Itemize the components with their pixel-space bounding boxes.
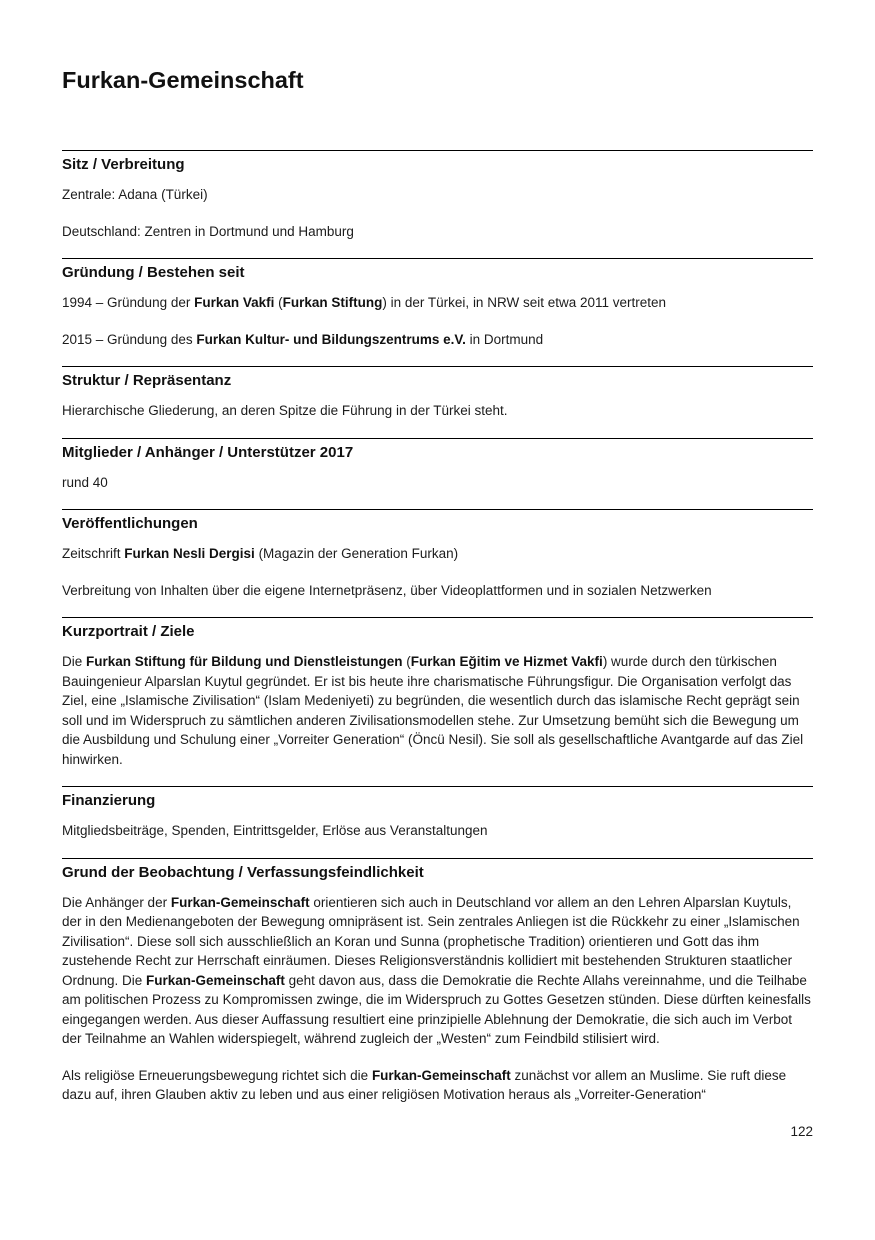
section-heading: Sitz / Verbreitung	[62, 156, 185, 174]
section-heading: Veröffentlichungen	[62, 515, 198, 533]
paragraph: Mitgliedsbeiträge, Spenden, Eintrittsgelder, Erlöse aus Veranstaltungen	[62, 823, 488, 839]
paragraph: rund 40	[62, 474, 108, 490]
section-grund-der-beobachtung	[62, 858, 813, 1105]
section-finanzierung	[62, 786, 813, 841]
paragraph: Die Anhänger der Furkan-Gemeinschaft orientieren sich auch in Deutschland vor allem an den Lehren Alparslan Kuytuls, der in den Medienangeboten der Bewegung omnipräsent ist. Sein zentrales Anliegen ist die Rückkehr zu einer „Islamischen Zivilisation“. Diese soll sich ausschließlich an Koran und Sunna (prophetische Tradition) orientieren und Gott das ihm zustehende Recht zur Herrschaft einräumen. Dieses Religionsverständnis kollidiert mit bestehenden Strukturen staatlicher Ordnung. Die Furkan-Gemeinschaft geht davon aus, dass die Demokratie die Rechte Allahs vereinnahme, und die Teilhabe am politischen Prozess zu Kompromissen zwinge, die im Widerspruch zu Gottes Gesetzen stünden. Diese dürften keinesfalls eingegangen werden. Aus dieser Auffassung resultiert eine prinzipielle Ablehnung der Demokratie, die sich auch im Verbot der Teilnahme an Wahlen widerspiegelt, während zugleich der „Westen“ zum Feindbild stilisiert wird.	[62, 894, 811, 1047]
paragraph: Zeitschrift Furkan Nesli Dergisi (Magazin der Generation Furkan)	[62, 546, 459, 562]
section-heading: Grund der Beobachtung / Verfassungsfeindlichkeit	[62, 863, 424, 881]
section-heading: Struktur / Repräsentanz	[62, 372, 232, 390]
section-heading: Finanzierung	[62, 792, 156, 810]
paragraph: 1994 – Gründung der Furkan Vakfi (Furkan Stiftung) in der Türkei, in NRW seit etwa 2011 vertreten	[62, 295, 667, 311]
paragraph: Die Furkan Stiftung für Bildung und Dienstleistungen (Furkan Eğitim ve Hizmet Vakfi) wurde durch den türkischen Bauingenieur Alparslan Kuytul gegründet. Er ist bis heute ihre charismatische Führungsfigur. Die Organisation verfolgt das Ziel, eine „Islamische Zivilisation“ (Islam Medeniyeti) zu begründen, die wesentlich durch das islamische Recht geprägt sein soll und im Widerspruch zu sämtlichen anderen Zivilisationsmodellen stehe. Zur Umsetzung bemüht sich die Bewegung um die Ausbildung und Schulung einer „Vorreiter Generation“ (Öncü Nesil). Sie soll als gesellschaftliche Avantgarde auf das Ziel hinwirken.	[62, 654, 804, 767]
section-gruendung-bestehen-seit	[62, 258, 813, 349]
page-footer	[62, 1122, 813, 1141]
paragraph: Als religiöse Erneuerungsbewegung richtet sich die Furkan-Gemeinschaft zunächst vor allem an Muslime. Sie ruft diese dazu auf, ihren Glauben aktiv zu leben und aus einer religiösen Motivation heraus als „Vorreiter-Generation“	[62, 1067, 787, 1103]
page-title: Furkan-Gemeinschaft	[62, 67, 304, 93]
paragraph: Zentrale: Adana (Türkei)	[62, 187, 208, 203]
paragraph: 2015 – Gründung des Furkan Kultur- und Bildungszentrums e.V. in Dortmund	[62, 331, 544, 347]
section-sitz-verbreitung	[62, 150, 813, 241]
page-number: 122	[790, 1123, 813, 1139]
section-veroeffentlichungen	[62, 509, 813, 600]
section-kurzportrait-ziele	[62, 617, 813, 769]
paragraph: Deutschland: Zentren in Dortmund und Hamburg	[62, 223, 354, 239]
section-heading: Gründung / Bestehen seit	[62, 264, 245, 282]
section-mitglieder-anhaenger	[62, 438, 813, 493]
section-heading: Mitglieder / Anhänger / Unterstützer 2017	[62, 443, 354, 461]
section-heading: Kurzportrait / Ziele	[62, 623, 195, 641]
paragraph: Hierarchische Gliederung, an deren Spitze die Führung in der Türkei steht.	[62, 403, 508, 419]
section-struktur-repraesentanz	[62, 366, 813, 421]
paragraph: Verbreitung von Inhalten über die eigene Internetpräsenz, über Videoplattformen und in sozialen Netzwerken	[62, 582, 712, 598]
